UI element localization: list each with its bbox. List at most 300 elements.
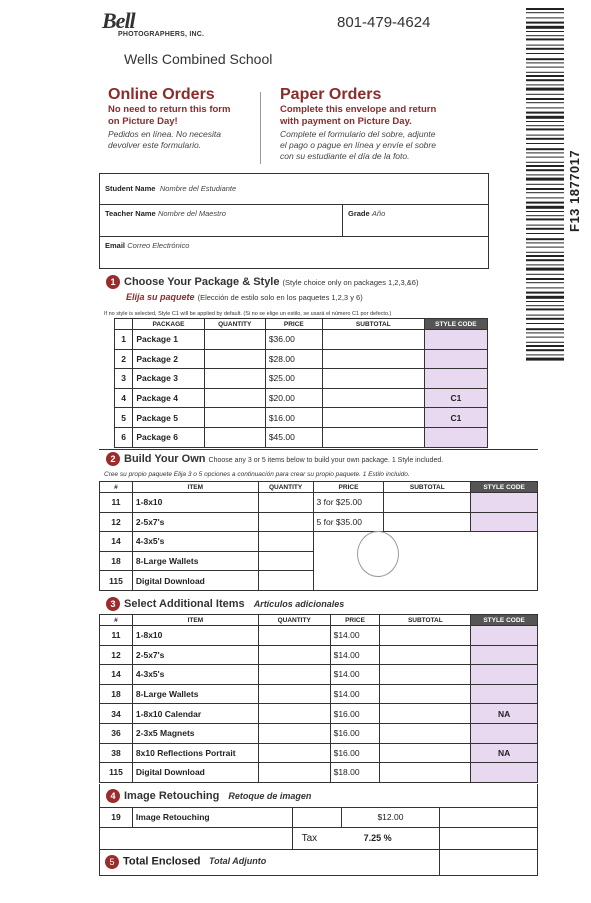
circle-mark <box>357 531 399 577</box>
student-name-field[interactable] <box>99 173 489 205</box>
row-number: 18 <box>100 551 133 571</box>
student-name-es: Nombre del Estudiante <box>159 184 237 193</box>
subtotal-input[interactable] <box>322 388 424 408</box>
style-code-input[interactable] <box>471 684 538 704</box>
item-name: 4-3x5's <box>132 532 258 552</box>
additional-items-table <box>99 614 538 783</box>
row-number: 6 <box>115 427 133 447</box>
subtotal-input[interactable] <box>380 665 471 685</box>
logo-subtitle: PHOTOGRAPHERS, INC. <box>118 31 205 38</box>
section1-es-note: (Elección de estilo solo en los paquetes 1,2,3 y 6) <box>197 293 363 302</box>
style-code-input[interactable]: NA <box>471 704 538 724</box>
item-name: 8-Large Wallets <box>132 684 258 704</box>
barcode-bar <box>526 31 564 32</box>
barcode-bar <box>526 174 564 175</box>
style-code-input[interactable]: NA <box>471 743 538 763</box>
barcode-bar <box>526 162 564 163</box>
item-name: 8x10 Reflections Portrait <box>132 743 258 763</box>
section2-es: Cree su propio paquete Elija 3 o 5 opciones a continuación para crear su propio paquete. 1 Estilo incluido. <box>104 471 410 478</box>
barcode-bar <box>526 192 564 193</box>
barcode-bar <box>526 128 564 130</box>
barcode-bar <box>526 48 564 50</box>
barcode-bar <box>526 315 564 316</box>
barcode-bar <box>526 84 564 85</box>
retouching-subtotal[interactable] <box>440 808 538 828</box>
item-price: $16.00 <box>330 723 380 743</box>
quantity-input[interactable] <box>204 388 265 408</box>
barcode-bar <box>526 282 564 283</box>
package-table <box>114 318 488 448</box>
package-row <box>115 369 488 389</box>
barcode-bar <box>526 98 564 100</box>
barcode-bar <box>526 308 564 310</box>
barcode-bar <box>526 337 564 338</box>
subtotal-input[interactable] <box>322 408 424 428</box>
item-name: 1-8x10 <box>132 626 258 646</box>
total-label-cell <box>100 849 440 875</box>
section4-es: Retoque de imagen <box>228 790 312 801</box>
quantity-input[interactable] <box>204 408 265 428</box>
row-number: 38 <box>100 743 133 763</box>
col-quantity: QUANTITY <box>204 319 265 330</box>
barcode-bar <box>526 112 564 114</box>
barcode-bar <box>526 12 564 13</box>
quantity-input[interactable] <box>258 723 330 743</box>
col-num <box>115 319 133 330</box>
col-subtotal: SUBTOTAL <box>322 319 424 330</box>
col-num: # <box>100 482 133 493</box>
barcode-bar <box>526 255 564 257</box>
quantity-input[interactable] <box>258 763 330 783</box>
tax-amount[interactable] <box>440 827 538 849</box>
package-row <box>115 388 488 408</box>
item-name: 8-Large Wallets <box>132 551 258 571</box>
row-number: 3 <box>115 369 133 389</box>
total-row <box>100 849 538 875</box>
barcode-bar <box>526 197 564 198</box>
quantity-input[interactable] <box>204 349 265 369</box>
barcode-bar <box>526 202 564 204</box>
package-row <box>115 349 488 369</box>
row-number: 11 <box>100 493 133 513</box>
grade-es: Año <box>371 209 386 218</box>
tax-label: Tax <box>301 832 318 844</box>
tax-row <box>100 827 538 849</box>
item-price: $14.00 <box>330 645 380 665</box>
section3-es: Artículos adicionales <box>253 598 345 609</box>
style-code-input[interactable] <box>471 723 538 743</box>
additional-item-row <box>100 645 538 665</box>
col-quantity: QUANTITY <box>258 615 330 626</box>
byo-table-header <box>100 482 538 493</box>
package-price: $36.00 <box>265 330 322 350</box>
quantity-input[interactable] <box>258 665 330 685</box>
barcode-bar <box>526 72 564 73</box>
row-number: 12 <box>100 512 133 532</box>
barcode-bar <box>526 287 564 288</box>
section2-es-line <box>104 467 410 479</box>
col-price: PRICE <box>265 319 322 330</box>
online-orders-line2: on Picture Day! <box>108 116 178 127</box>
col-price: PRICE <box>330 615 380 626</box>
quantity-input[interactable] <box>204 330 265 350</box>
retouching-price: $12.00 <box>341 808 440 828</box>
item-name: 2-3x5 Magnets <box>132 723 258 743</box>
retouching-table <box>99 807 538 876</box>
additional-item-row <box>100 704 538 724</box>
item-name: Digital Download <box>132 763 258 783</box>
subtotal-input[interactable] <box>322 330 424 350</box>
barcode-bar <box>526 206 564 209</box>
byo-row <box>100 493 538 513</box>
barcode-bar <box>526 218 564 220</box>
email-field[interactable] <box>99 237 489 269</box>
email-es: Correo Electrónico <box>127 241 190 250</box>
barcode-bar <box>526 35 564 36</box>
quantity-input[interactable] <box>258 551 313 571</box>
barcode-bar <box>526 152 564 153</box>
additional-item-row <box>100 665 538 685</box>
col-style-code: STYLE CODE <box>424 319 487 330</box>
section1-default-note <box>104 306 391 318</box>
barcode-bar <box>526 184 564 185</box>
barcode-bar <box>526 268 564 271</box>
barcode-bar <box>526 148 564 150</box>
package-price: $25.00 <box>265 369 322 389</box>
section2-heading <box>106 452 443 466</box>
barcode-bar <box>526 342 564 343</box>
bell-logo <box>102 8 222 44</box>
section4-title: Image Retouching <box>124 789 220 802</box>
item-price: $16.00 <box>330 704 380 724</box>
package-price: $28.00 <box>265 349 322 369</box>
barcode-bar <box>526 135 564 136</box>
barcode-bar <box>526 238 564 240</box>
subtotal-input[interactable] <box>380 626 471 646</box>
style-code-input[interactable] <box>471 493 538 513</box>
barcode-bar <box>526 26 564 29</box>
barcode-bar <box>526 228 564 230</box>
paper-orders-line2: with payment on Picture Day. <box>280 116 412 127</box>
barcode-bar <box>526 259 564 261</box>
barcode-bar <box>526 225 564 226</box>
package-table-header <box>115 319 488 330</box>
online-orders-line1: No need to return this form <box>108 104 231 115</box>
col-item: ITEM <box>132 615 258 626</box>
barcode-bar <box>526 94 564 95</box>
barcode-bar <box>526 332 564 333</box>
quantity-input[interactable] <box>204 427 265 447</box>
barcode-bar <box>526 296 564 299</box>
package-name: Package 6 <box>133 427 204 447</box>
byo-row <box>100 512 538 532</box>
section1-note: (Style choice only on packages 1,2,3,&6) <box>282 277 419 287</box>
quantity-input[interactable] <box>258 704 330 724</box>
section3-heading <box>106 597 344 611</box>
row-number: 5 <box>115 408 133 428</box>
barcode-bar <box>526 354 564 355</box>
item-price: $16.00 <box>330 743 380 763</box>
teacher-grade-row <box>99 205 489 237</box>
section1-title: Choose Your Package & Style <box>124 275 280 288</box>
section1-small-print: If no style is selected, Style C1 will be applied by default. (Si no se elige un estilo, se usará el número C1 por defecto.) <box>104 311 392 317</box>
online-orders-block <box>108 86 258 151</box>
row-number: 115 <box>100 763 133 783</box>
retouching-item: Image Retouching <box>132 808 292 828</box>
package-price: $16.00 <box>265 408 322 428</box>
barcode-bar <box>526 58 564 60</box>
subtotal-input[interactable] <box>380 645 471 665</box>
style-code-input[interactable]: C1 <box>424 408 487 428</box>
style-code-input[interactable] <box>471 665 538 685</box>
additional-item-row <box>100 763 538 783</box>
package-row <box>115 427 488 447</box>
barcode-bar <box>526 178 564 181</box>
barcode-bar <box>526 8 564 10</box>
phone-number: 801-479-4624 <box>337 14 431 31</box>
barcode-bar <box>526 88 564 91</box>
style-code-input[interactable] <box>424 330 487 350</box>
col-package: PACKAGE <box>133 319 204 330</box>
barcode-bar <box>526 169 564 171</box>
tax-cell <box>292 827 440 849</box>
paper-orders-es2: el pago o pague en línea y envíe el sobre <box>280 140 436 150</box>
row-number: 18 <box>100 684 133 704</box>
section5-es: Total Adjunto <box>208 856 267 867</box>
item-name: Digital Download <box>132 571 258 591</box>
quantity-input[interactable] <box>258 684 330 704</box>
quantity-input[interactable] <box>258 743 330 763</box>
additional-item-row <box>100 684 538 704</box>
item-price: 5 for $35.00 <box>313 512 384 532</box>
row-number: 12 <box>100 645 133 665</box>
barcode-bar <box>526 45 564 46</box>
barcode-bar <box>526 102 564 103</box>
teacher-name-field[interactable] <box>100 205 343 236</box>
section3-number: 3 <box>106 597 120 611</box>
retouching-row <box>100 808 538 828</box>
section3-title: Select Additional Items <box>124 597 245 610</box>
item-price: $14.00 <box>330 626 380 646</box>
paper-orders-es1: Complete el formulario del sobre, adjunte <box>280 129 436 139</box>
col-quantity: QUANTITY <box>258 482 313 493</box>
section1-es-heading <box>126 291 363 303</box>
package-name: Package 4 <box>133 388 204 408</box>
section5-title: Total Enclosed <box>123 855 201 868</box>
package-row <box>115 330 488 350</box>
barcode-bar <box>526 188 564 190</box>
item-price: $18.00 <box>330 763 380 783</box>
grade-field[interactable] <box>348 209 385 218</box>
student-name-label: Student Name <box>105 184 156 193</box>
paper-orders-line1: Complete this envelope and return <box>280 104 437 115</box>
email-label: Email <box>105 241 126 250</box>
quantity-input[interactable] <box>204 369 265 389</box>
package-name: Package 3 <box>133 369 204 389</box>
barcode-bar <box>526 125 564 126</box>
package-price: $20.00 <box>265 388 322 408</box>
retouching-quantity[interactable] <box>292 808 341 828</box>
grade-label: Grade <box>348 209 370 218</box>
item-name: 1-8x10 Calendar <box>132 704 258 724</box>
style-code-input[interactable] <box>471 512 538 532</box>
barcode-bar <box>526 22 564 24</box>
col-price: PRICE <box>313 482 384 493</box>
col-style-code: STYLE CODE <box>471 615 538 626</box>
subtotal-input[interactable] <box>380 704 471 724</box>
barcode-bar <box>526 67 564 68</box>
barcode-bar <box>526 264 564 265</box>
logo-script: Bell <box>102 8 135 33</box>
row-number: 4 <box>115 388 133 408</box>
barcode-bar <box>526 252 564 253</box>
barcode-number: F13 1877017 <box>567 149 582 232</box>
row-number: 11 <box>100 626 133 646</box>
barcode-bar <box>526 318 564 320</box>
item-price: $14.00 <box>330 684 380 704</box>
subtotal-input[interactable] <box>380 743 471 763</box>
item-price: $14.00 <box>330 665 380 685</box>
build-your-own-table <box>99 481 538 591</box>
barcode-bar <box>526 165 564 167</box>
subtotal-input[interactable] <box>380 763 471 783</box>
style-code-input[interactable] <box>471 645 538 665</box>
barcode-bar <box>526 53 564 54</box>
barcode-bar <box>526 116 564 119</box>
barcode-bar <box>526 305 564 306</box>
online-orders-es2: devolver este formulario. <box>108 140 202 150</box>
barcode-bar <box>526 38 564 40</box>
package-row <box>115 408 488 428</box>
online-orders-es1: Pedidos en línea. No necesita <box>108 129 221 139</box>
item-name: 2-5x7's <box>132 512 258 532</box>
school-name: Wells Combined School <box>124 51 273 67</box>
barcode-bar <box>526 323 564 324</box>
orders-divider <box>260 92 261 164</box>
blank-area <box>313 532 537 591</box>
section1-es-title: Elija su paquete <box>126 292 195 302</box>
barcode-bar <box>526 143 564 144</box>
subtotal-input[interactable] <box>322 349 424 369</box>
barcode-bar <box>526 328 564 330</box>
row-number: 1 <box>115 330 133 350</box>
barcode-bar <box>526 138 564 140</box>
barcode-bar <box>526 62 564 63</box>
barcode-bar <box>526 75 564 77</box>
row-number: 14 <box>100 532 133 552</box>
style-code-input[interactable] <box>424 349 487 369</box>
teacher-name-es: Nombre del Maestro <box>157 209 226 218</box>
section1-number: 1 <box>106 275 120 289</box>
barcode-bar <box>526 215 564 216</box>
col-subtotal: SUBTOTAL <box>380 615 471 626</box>
subtotal-input[interactable] <box>380 684 471 704</box>
item-name: 4-3x5's <box>132 665 258 685</box>
quantity-input[interactable] <box>258 645 330 665</box>
barcode-bar <box>526 242 564 243</box>
style-code-input[interactable]: C1 <box>424 388 487 408</box>
subtotal-input[interactable] <box>384 493 471 513</box>
additional-item-row <box>100 743 538 763</box>
quantity-input[interactable] <box>258 626 330 646</box>
style-code-input[interactable] <box>424 369 487 389</box>
online-orders-title: Online Orders <box>108 86 215 103</box>
quantity-input[interactable] <box>258 512 313 532</box>
byo-row <box>100 532 538 552</box>
barcode-bar <box>526 107 564 108</box>
section2-number: 2 <box>106 452 120 466</box>
package-price: $45.00 <box>265 427 322 447</box>
teacher-name-label: Teacher Name <box>105 209 156 218</box>
subtotal-input[interactable] <box>322 427 424 447</box>
package-name: Package 5 <box>133 408 204 428</box>
barcode-bar <box>526 121 564 122</box>
section4-number: 4 <box>106 789 120 803</box>
row-number: 115 <box>100 571 133 591</box>
package-name: Package 1 <box>133 330 204 350</box>
subtotal-input[interactable] <box>322 369 424 389</box>
barcode-bar <box>526 17 564 18</box>
col-style-code: STYLE CODE <box>471 482 538 493</box>
row-number: 34 <box>100 704 133 724</box>
barcode-bar <box>526 301 564 302</box>
barcode-bar <box>526 247 564 248</box>
section5-number: 5 <box>105 855 119 869</box>
col-item: ITEM <box>132 482 258 493</box>
section1-heading <box>106 275 418 289</box>
row-number: 36 <box>100 723 133 743</box>
subtotal-input[interactable] <box>380 723 471 743</box>
quantity-input[interactable] <box>258 571 313 591</box>
col-subtotal: SUBTOTAL <box>384 482 471 493</box>
quantity-input[interactable] <box>258 493 313 513</box>
tax-rate: 7.25 % <box>363 832 392 843</box>
barcode-bar <box>526 157 564 158</box>
section4-heading <box>106 789 311 803</box>
section2-title: Build Your Own <box>124 452 206 465</box>
row-number: 2 <box>115 349 133 369</box>
barcode-bar <box>526 274 564 275</box>
barcode-bar <box>526 292 564 294</box>
item-name: 2-5x7's <box>132 645 258 665</box>
barcode-bar <box>526 79 564 81</box>
additional-item-row <box>100 723 538 743</box>
style-code-input[interactable] <box>424 427 487 447</box>
barcode-bar <box>526 345 564 347</box>
total-amount[interactable] <box>440 849 538 875</box>
paper-orders-title: Paper Orders <box>280 86 382 103</box>
paper-orders-block <box>280 86 480 162</box>
section2-note: Choose any 3 or 5 items below to build your own package. 1 Style included. <box>208 456 444 464</box>
retouching-number: 19 <box>100 808 133 828</box>
subtotal-input[interactable] <box>384 512 471 532</box>
item-price: 3 for $25.00 <box>313 493 384 513</box>
barcode-bar <box>526 278 564 280</box>
barcode-bar <box>526 211 564 212</box>
style-code-input[interactable] <box>471 763 538 783</box>
paper-orders-es3: con su estudiante el día de la foto. <box>280 151 410 161</box>
col-num: # <box>100 615 133 626</box>
barcode-bar <box>526 233 564 234</box>
item-name: 1-8x10 <box>132 493 258 513</box>
barcode-bar <box>526 358 564 361</box>
additional-table-header <box>100 615 538 626</box>
package-name: Package 2 <box>133 349 204 369</box>
quantity-input[interactable] <box>258 532 313 552</box>
style-code-input[interactable] <box>471 626 538 646</box>
barcode-bar <box>526 349 564 351</box>
additional-item-row <box>100 626 538 646</box>
